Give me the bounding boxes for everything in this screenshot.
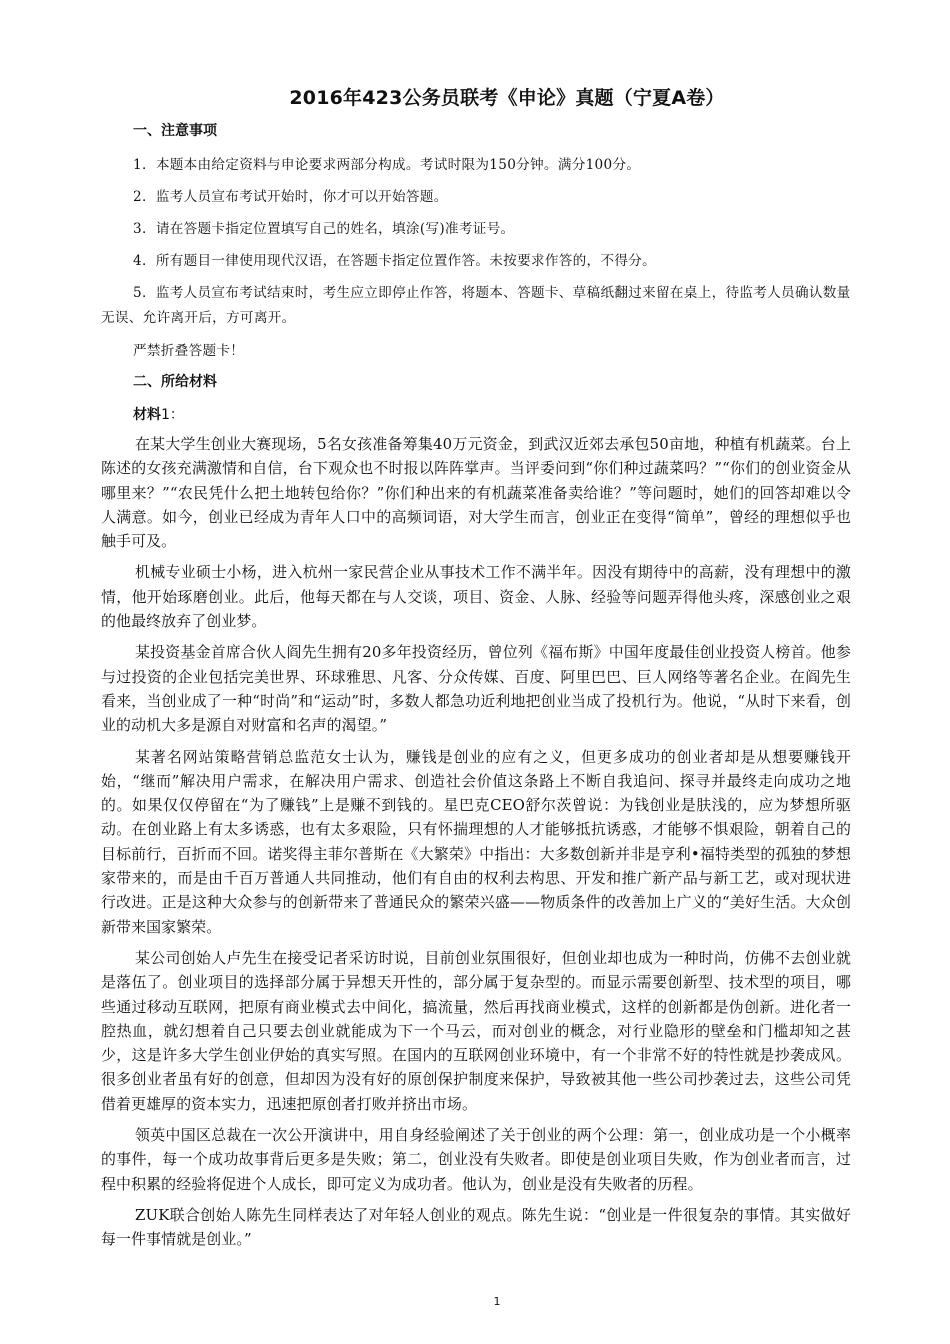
material-paragraph-2: 机械专业硕士小杨，进入杭州一家民营企业从事技术工作不满半年。因没有期待中的高薪，没有理想中的激情，他开始琢磨创业。此后，他每天都在与人交谈，项目、资金、人脉、经验等问题弄得他头疼，深感创业之艰的他最终放弃了创业梦。 [101,563,851,631]
section-heading-notes: 一、注意事项 [133,123,217,139]
notice-item-3: 3．请在答题卡指定位置填写自己的姓名，填涂(写)准考证号。 [133,221,515,237]
material-label-text: 材料 [133,407,161,423]
material-paragraph-7: ZUK联合创始人陈先生同样表达了对年轻人创业的观点。陈先生说：“创业是一件很复杂的事情。其实做好每一件事情就是创业。” [101,1205,851,1249]
notice-item-5: 5．监考人员宣布考试结束时，考生应立即停止作答，将题本、答题卡、草稿纸翻过来留在桌上，待监考人员确认数量无误、允许离开后，方可离开。 [101,285,851,326]
page-number: 1 [493,1295,501,1308]
document-body [101,120,851,1259]
notice-item-2: 2．监考人员宣布考试开始时，你才可以开始答题。 [133,189,448,205]
material-paragraph-5: 某公司创始人卢先生在接受记者采访时说，目前创业氛围很好，但创业却也成为一种时尚，仿佛不去创业就是落伍了。创业项目的选择部分属于异想天开性的，部分属于复杂型的。而显示需要创新型、技术型的项目，哪些通过移动互联网，把原有商业模式去中间化，搞流量，然后再找商业模式，这样的创新都是伪创新。进化者一腔热血，就幻想着自己只要去创业就能成为下一个马云，而对创业的概念，对行业隐形的壁垒和门槛却知之甚少，这是许多大学生创业伊始的真实写照。在国内的互联网创业环境中，有一个非常不好的特性就是抄袭成风。很多创业者虽有好的创意，但却因为没有好的原创保护制度来保护，导致被其他一些公司抄袭过去，这些公司凭借着更雄厚的资本实力，迅速把原创者打败并挤出市场。 [101,948,851,1113]
notice-no-folding: 严禁折叠答题卡！ [133,343,245,359]
document-title: 2016年423公务员联考《申论》真题（宁夏A卷） [289,87,725,109]
material-number: 1： [161,407,184,423]
material-paragraph-4: 某著名网站策略营销总监范女士认为，赚钱是创业的应有之义，但更多成功的创业者却是从想要赚钱开始，“继而”解决用户需求，在解决用户需求、创造社会价值这条路上不断自我追问、探寻并最终走向成功之地的。如果仅仅停留在“为了赚钱”上是赚不到钱的。星巴克CEO舒尔茨曾说：为钱创业是肤浅的，应为梦想所驱动。在创业路上有太多诱惑，也有太多艰险，只有怀揣理想的人才能够抵抗诱惑，才能够不惧艰险，朝着自己的目标前行，百折而不回。诺奖得主菲尔普斯在《大繁荣》中指出：大多数创新并非是亨利•福特类型的孤独的梦想家带来的，而是由千百万普通人共同推动，他们有自由的权利去构思、开发和推广新产品与新工艺，或对现状进行改进。正是这种大众参与的创新带来了普通民众的繁荣兴盛——物质条件的改善加上广义的“美好生活。大众创新带来国家繁荣。 [101,747,851,936]
notice-item-1: 1．本题本由给定资料与申论要求两部分构成。考试时限为150分钟。满分100分。 [133,157,641,173]
material-paragraph-6: 领英中国区总裁在一次公开演讲中，用自身经验阐述了关于创业的两个公理：第一，创业成功是一个小概率的事件，每一个成功故事背后更多是失败；第二，创业没有失败者。即使是创业项目失败，作为创业者而言，过程中积累的经验将促进个人成长，即可定义为成功者。他认为，创业是没有失败者的历程。 [101,1126,851,1193]
material-paragraph-1: 在某大学生创业大赛现场，5名女孩准备筹集40万元资金，到武汉近郊去承包50亩地，种植有机蔬菜。台上陈述的女孩充满激情和自信，台下观众也不时报以阵阵掌声。当评委问到“你们种过蔬菜吗？”“你们的创业资金从哪里来？”“农民凭什么把土地转包给你？”你们种出来的有机蔬菜准备卖给谁？”等问题时，她们的回答却难以令人满意。如今，创业已经成为青年人口中的高频词语，对大学生而言，创业正在变得“简单”，曾经的理想似乎也触手可及。 [101,435,851,551]
notice-item-4: 4．所有题目一律使用现代汉语，在答题卡指定位置作答。未按要求作答的，不得分。 [133,253,657,269]
material-label [133,404,851,426]
material-paragraph-3: 某投资基金首席合伙人阎先生拥有20多年投资经历，曾位列《福布斯》中国年度最佳创业投资人榜首。他参与过投资的企业包括完美世界、环球雅思、凡客、分众传媒、百度、阿里巴巴、巨人网络等著名企业。在阎先生看来，当创业成了一种“时尚”和“运动”时，多数人都急功近利地把创业当成了投机行为。他说，“从时下来看，创业的动机大多是源自对财富和名声的渴望。” [101,643,851,735]
section-heading-materials: 二、所给材料 [133,374,217,390]
